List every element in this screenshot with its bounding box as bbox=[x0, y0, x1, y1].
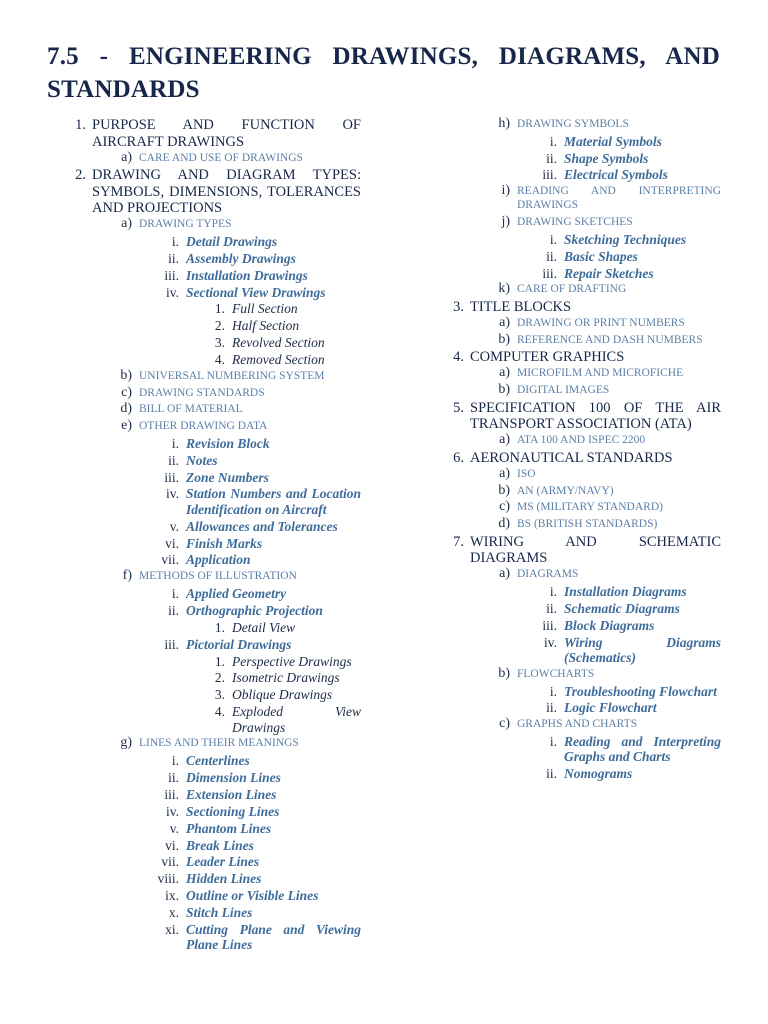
subsection-item bbox=[425, 333, 721, 347]
topic-item bbox=[47, 854, 361, 869]
list-marker: 3. bbox=[214, 687, 225, 703]
list-marker: a) bbox=[499, 432, 510, 448]
list-marker: 4. bbox=[453, 349, 464, 366]
list-text: Leader Lines bbox=[186, 854, 260, 870]
list-marker: 1. bbox=[214, 619, 225, 635]
list-text: AERONAUTICAL STANDARDS bbox=[470, 450, 673, 467]
list-marker: a) bbox=[499, 365, 510, 381]
subsection-item bbox=[47, 736, 361, 750]
list-text: PURPOSE AND FUNCTION OF AIRCRAFT DRAWINGS bbox=[92, 117, 361, 150]
list-marker: c) bbox=[499, 499, 510, 515]
list-text: Detail View bbox=[232, 619, 296, 635]
list-marker: 7. bbox=[453, 533, 464, 550]
list-marker: a) bbox=[499, 315, 510, 331]
topic-item bbox=[425, 266, 721, 281]
list-text: METHODS OF ILLUSTRATION bbox=[139, 570, 297, 583]
list-text: Nomograms bbox=[564, 766, 633, 782]
list-text: Installation Drawings bbox=[186, 267, 308, 283]
section-item bbox=[425, 534, 721, 567]
list-text: Removed Section bbox=[232, 352, 325, 368]
subsection-item bbox=[425, 467, 721, 481]
section-item bbox=[47, 167, 361, 217]
list-text: Oblique Drawings bbox=[232, 687, 333, 703]
topic-item bbox=[47, 637, 361, 652]
topic-item bbox=[425, 151, 721, 166]
list-marker: iii. bbox=[164, 469, 179, 485]
list-text: Sectional View Drawings bbox=[186, 284, 326, 300]
list-marker: iv. bbox=[166, 486, 179, 502]
topic-item bbox=[47, 470, 361, 485]
list-marker: xi. bbox=[165, 921, 179, 937]
list-marker: b) bbox=[498, 482, 510, 498]
list-marker: e) bbox=[121, 418, 132, 434]
topic-item bbox=[425, 766, 721, 781]
topic-item bbox=[47, 770, 361, 785]
topic-item bbox=[425, 684, 721, 699]
list-marker: iii. bbox=[164, 786, 179, 802]
topic-item bbox=[425, 618, 721, 633]
list-text: Break Lines bbox=[186, 837, 254, 853]
list-text: Centerlines bbox=[186, 753, 250, 769]
topic-item bbox=[47, 821, 361, 836]
list-marker: iii. bbox=[164, 267, 179, 283]
subsection-item bbox=[47, 402, 361, 416]
list-text: Schematic Diagrams bbox=[564, 600, 680, 616]
list-text: Application bbox=[186, 552, 251, 568]
list-text: CARE OF DRAFTING bbox=[517, 283, 627, 296]
list-marker: vii. bbox=[161, 552, 179, 568]
list-marker: vi. bbox=[165, 837, 179, 853]
list-marker: 2. bbox=[214, 318, 225, 334]
list-marker: b) bbox=[120, 368, 132, 383]
list-text: Perspective Drawings bbox=[232, 653, 352, 669]
topic-item bbox=[47, 586, 361, 601]
subtopic-item bbox=[47, 687, 361, 702]
list-text: AN (ARMY/NAVY) bbox=[517, 484, 614, 497]
list-text: Zone Numbers bbox=[186, 469, 269, 485]
list-marker: i. bbox=[171, 753, 179, 769]
topic-item bbox=[425, 134, 721, 149]
topic-item bbox=[47, 552, 361, 567]
topic-item bbox=[425, 601, 721, 616]
list-marker: iii. bbox=[164, 636, 179, 652]
list-marker: iv. bbox=[544, 634, 557, 650]
list-marker: iv. bbox=[166, 803, 179, 819]
list-text: DRAWING OR PRINT NUMBERS bbox=[517, 317, 685, 330]
topic-item bbox=[47, 804, 361, 819]
list-text: Cutting Plane and Viewing Plane Lines bbox=[186, 921, 361, 953]
list-text: UNIVERSAL NUMBERING SYSTEM bbox=[139, 370, 325, 382]
list-text: Revolved Section bbox=[232, 335, 325, 351]
list-marker: a) bbox=[499, 566, 510, 582]
list-text: LINES AND THEIR MEANINGS bbox=[139, 737, 299, 750]
list-text: FLOWCHARTS bbox=[517, 667, 595, 680]
topic-item bbox=[47, 251, 361, 266]
topic-item bbox=[47, 838, 361, 853]
topic-item bbox=[47, 268, 361, 283]
subtopic-item bbox=[47, 335, 361, 350]
list-text: Revision Block bbox=[186, 435, 270, 451]
subsection-item bbox=[425, 567, 721, 581]
topic-item bbox=[425, 232, 721, 247]
subsection-item bbox=[47, 369, 361, 383]
list-marker: 4. bbox=[214, 352, 225, 368]
list-marker: i. bbox=[549, 231, 557, 247]
list-marker: d) bbox=[120, 401, 132, 417]
list-marker: iii. bbox=[542, 617, 557, 633]
list-text: Sectioning Lines bbox=[186, 803, 280, 819]
topic-item bbox=[47, 753, 361, 768]
list-marker: h) bbox=[498, 116, 510, 131]
list-marker: a) bbox=[121, 216, 132, 232]
topic-item bbox=[47, 787, 361, 802]
topic-item bbox=[47, 453, 361, 468]
section-item bbox=[47, 117, 361, 150]
list-marker: ii. bbox=[546, 248, 557, 264]
list-text: SPECIFICATION 100 OF THE AIR TRANSPORT ASSOCIATION (ATA) bbox=[470, 399, 721, 433]
list-marker: ix. bbox=[165, 888, 179, 904]
list-marker: 2. bbox=[214, 670, 225, 686]
list-marker: ii. bbox=[168, 452, 179, 468]
list-marker: ii. bbox=[546, 766, 557, 782]
list-text: DRAWING AND DIAGRAM TYPES: SYMBOLS, DIMENSIONS, TOLERANCES AND PROJECTIONS bbox=[92, 167, 361, 217]
list-text: Extension Lines bbox=[186, 786, 277, 802]
list-marker: v. bbox=[169, 518, 179, 534]
list-text: MICROFILM AND MICROFICHE bbox=[517, 367, 684, 380]
list-marker: b) bbox=[498, 382, 510, 398]
subsection-item bbox=[425, 484, 721, 498]
list-text: Dimension Lines bbox=[186, 769, 281, 785]
list-text: Orthographic Projection bbox=[186, 602, 323, 618]
list-marker: i. bbox=[549, 733, 557, 749]
topic-item bbox=[425, 700, 721, 715]
list-marker: ii. bbox=[168, 250, 179, 266]
list-text: Stitch Lines bbox=[186, 905, 253, 921]
section-item bbox=[425, 400, 721, 433]
subsection-item bbox=[47, 217, 361, 231]
topic-item bbox=[425, 734, 721, 765]
subsection-item bbox=[425, 215, 721, 229]
list-marker: a) bbox=[121, 149, 132, 165]
subtopic-item bbox=[47, 670, 361, 685]
subsection-item bbox=[425, 366, 721, 380]
list-text: DIAGRAMS bbox=[517, 568, 579, 581]
list-marker: i. bbox=[171, 435, 179, 451]
subtopic-item bbox=[47, 352, 361, 367]
list-marker: 1. bbox=[214, 301, 225, 317]
list-marker: f) bbox=[122, 568, 132, 584]
list-text: Electrical Symbols bbox=[564, 167, 668, 183]
list-marker: vi. bbox=[165, 535, 179, 551]
list-marker: 5. bbox=[453, 399, 464, 416]
list-marker: iii. bbox=[542, 167, 557, 183]
topic-item bbox=[425, 584, 721, 599]
list-text: REFERENCE AND DASH NUMBERS bbox=[517, 333, 703, 346]
list-text: Applied Geometry bbox=[186, 585, 287, 601]
list-text: ATA 100 AND ISPEC 2200 bbox=[517, 434, 646, 447]
subsection-item bbox=[425, 667, 721, 681]
list-text: COMPUTER GRAPHICS bbox=[470, 349, 625, 366]
list-text: DRAWING SKETCHES bbox=[517, 216, 633, 229]
subsection-item bbox=[425, 517, 721, 531]
topic-item bbox=[425, 635, 721, 666]
topic-item bbox=[47, 603, 361, 618]
list-text: Full Section bbox=[232, 301, 298, 317]
list-marker: k) bbox=[498, 281, 510, 297]
list-marker: vii. bbox=[161, 854, 179, 870]
list-text: Station Numbers and Location Identification on Aircraft bbox=[186, 486, 361, 517]
topic-item bbox=[47, 519, 361, 534]
list-text: WIRING AND SCHEMATIC DIAGRAMS bbox=[470, 533, 721, 567]
list-marker: j) bbox=[501, 214, 510, 230]
list-marker: 3. bbox=[453, 299, 464, 316]
list-marker: i. bbox=[171, 585, 179, 601]
outline-column-left bbox=[47, 117, 361, 954]
list-text: BILL OF MATERIAL bbox=[139, 403, 243, 416]
outline-column-right bbox=[425, 117, 721, 783]
list-marker: b) bbox=[498, 665, 510, 681]
subsection-item bbox=[425, 117, 721, 131]
list-text: DIGITAL IMAGES bbox=[517, 384, 610, 397]
list-marker: 1. bbox=[214, 653, 225, 669]
list-text: DRAWING TYPES bbox=[139, 218, 232, 231]
list-text: Shape Symbols bbox=[564, 150, 649, 166]
list-marker: i. bbox=[549, 683, 557, 699]
subsection-item bbox=[47, 569, 361, 583]
list-text: Notes bbox=[186, 452, 218, 468]
list-marker: 1. bbox=[75, 117, 86, 133]
list-text: Reading and Interpreting Graphs and Charts bbox=[564, 733, 721, 765]
list-text: Sketching Techniques bbox=[564, 231, 687, 247]
topic-item bbox=[425, 167, 721, 182]
topic-item bbox=[47, 536, 361, 551]
list-text: Troubleshooting Flowchart bbox=[564, 683, 717, 699]
list-text: BS (BRITISH STANDARDS) bbox=[517, 518, 658, 531]
list-text: MS (MILITARY STANDARD) bbox=[517, 501, 663, 514]
subsection-item bbox=[425, 316, 721, 330]
list-marker: i) bbox=[501, 183, 510, 199]
list-marker: ii. bbox=[546, 600, 557, 616]
topic-item bbox=[47, 436, 361, 451]
subsection-item bbox=[425, 717, 721, 731]
subtopic-item bbox=[47, 704, 361, 735]
list-text: Material Symbols bbox=[564, 133, 662, 149]
subsection-item bbox=[47, 151, 361, 165]
subsection-item bbox=[425, 500, 721, 514]
list-text: TITLE BLOCKS bbox=[470, 299, 572, 316]
section-item bbox=[425, 299, 721, 316]
subsection-item bbox=[47, 419, 361, 433]
list-marker: ii. bbox=[546, 150, 557, 166]
list-text: Finish Marks bbox=[186, 535, 263, 551]
subsection-item bbox=[425, 383, 721, 397]
list-marker: 2. bbox=[75, 167, 86, 184]
section-item bbox=[425, 349, 721, 366]
list-text: Pictorial Drawings bbox=[186, 636, 292, 652]
list-marker: ii. bbox=[546, 700, 557, 716]
topic-item bbox=[47, 871, 361, 886]
subtopic-item bbox=[47, 654, 361, 669]
list-text: Detail Drawings bbox=[186, 233, 278, 249]
section-item bbox=[425, 450, 721, 467]
list-marker: b) bbox=[498, 331, 510, 347]
list-marker: x. bbox=[168, 905, 179, 921]
list-text: OTHER DRAWING DATA bbox=[139, 420, 268, 433]
list-text: Allowances and Tolerances bbox=[186, 518, 338, 534]
list-marker: viii. bbox=[157, 871, 179, 887]
list-text: Wiring Diagrams (Schematics) bbox=[564, 634, 721, 665]
list-marker: c) bbox=[499, 716, 510, 732]
topic-item bbox=[47, 888, 361, 903]
list-marker: ii. bbox=[168, 602, 179, 618]
list-text: Basic Shapes bbox=[564, 248, 638, 264]
list-text: Exploded View Drawings bbox=[232, 704, 361, 735]
subsection-item bbox=[47, 386, 361, 400]
list-marker: d) bbox=[498, 516, 510, 532]
subtopic-item bbox=[47, 301, 361, 316]
list-text: DRAWING SYMBOLS bbox=[517, 118, 629, 130]
list-marker: i. bbox=[549, 133, 557, 149]
list-marker: 4. bbox=[214, 704, 225, 720]
list-marker: iv. bbox=[166, 284, 179, 300]
list-text: Assembly Drawings bbox=[186, 250, 296, 266]
list-text: Isometric Drawings bbox=[232, 670, 340, 686]
list-marker: 6. bbox=[453, 450, 464, 467]
subsection-item bbox=[425, 282, 721, 296]
topic-item bbox=[47, 234, 361, 249]
list-text: ISO bbox=[517, 468, 536, 481]
subsection-item bbox=[425, 184, 721, 212]
list-marker: a) bbox=[499, 466, 510, 482]
list-marker: 3. bbox=[214, 335, 225, 351]
topic-item bbox=[47, 486, 361, 517]
list-text: DRAWING STANDARDS bbox=[139, 386, 265, 399]
topic-item bbox=[425, 249, 721, 264]
list-text: Installation Diagrams bbox=[564, 583, 687, 599]
topic-item bbox=[47, 285, 361, 300]
list-marker: ii. bbox=[168, 769, 179, 785]
list-text: Logic Flowchart bbox=[564, 700, 657, 716]
list-marker: i. bbox=[171, 233, 179, 249]
list-text: Block Diagrams bbox=[564, 617, 655, 633]
topic-item bbox=[47, 922, 361, 953]
list-text: Outline or Visible Lines bbox=[186, 888, 319, 904]
list-marker: g) bbox=[120, 735, 132, 751]
list-text: CARE AND USE OF DRAWINGS bbox=[139, 151, 303, 164]
list-marker: v. bbox=[169, 820, 179, 836]
list-marker: i. bbox=[549, 583, 557, 599]
topic-item bbox=[47, 905, 361, 920]
list-text: Hidden Lines bbox=[186, 871, 262, 887]
subtopic-item bbox=[47, 620, 361, 635]
list-text: READING AND INTERPRETING DRAWINGS bbox=[517, 185, 721, 212]
subsection-item bbox=[425, 433, 721, 447]
list-marker: iii. bbox=[542, 265, 557, 281]
list-marker: c) bbox=[121, 384, 132, 400]
page-title: 7.5 - ENGINEERING DRAWINGS, DIAGRAMS, AND STANDARDS bbox=[47, 43, 720, 103]
list-text: Phantom Lines bbox=[186, 820, 272, 836]
list-text: GRAPHS AND CHARTS bbox=[517, 718, 638, 731]
subtopic-item bbox=[47, 318, 361, 333]
list-text: Repair Sketches bbox=[564, 265, 654, 281]
list-text: Half Section bbox=[232, 318, 300, 334]
